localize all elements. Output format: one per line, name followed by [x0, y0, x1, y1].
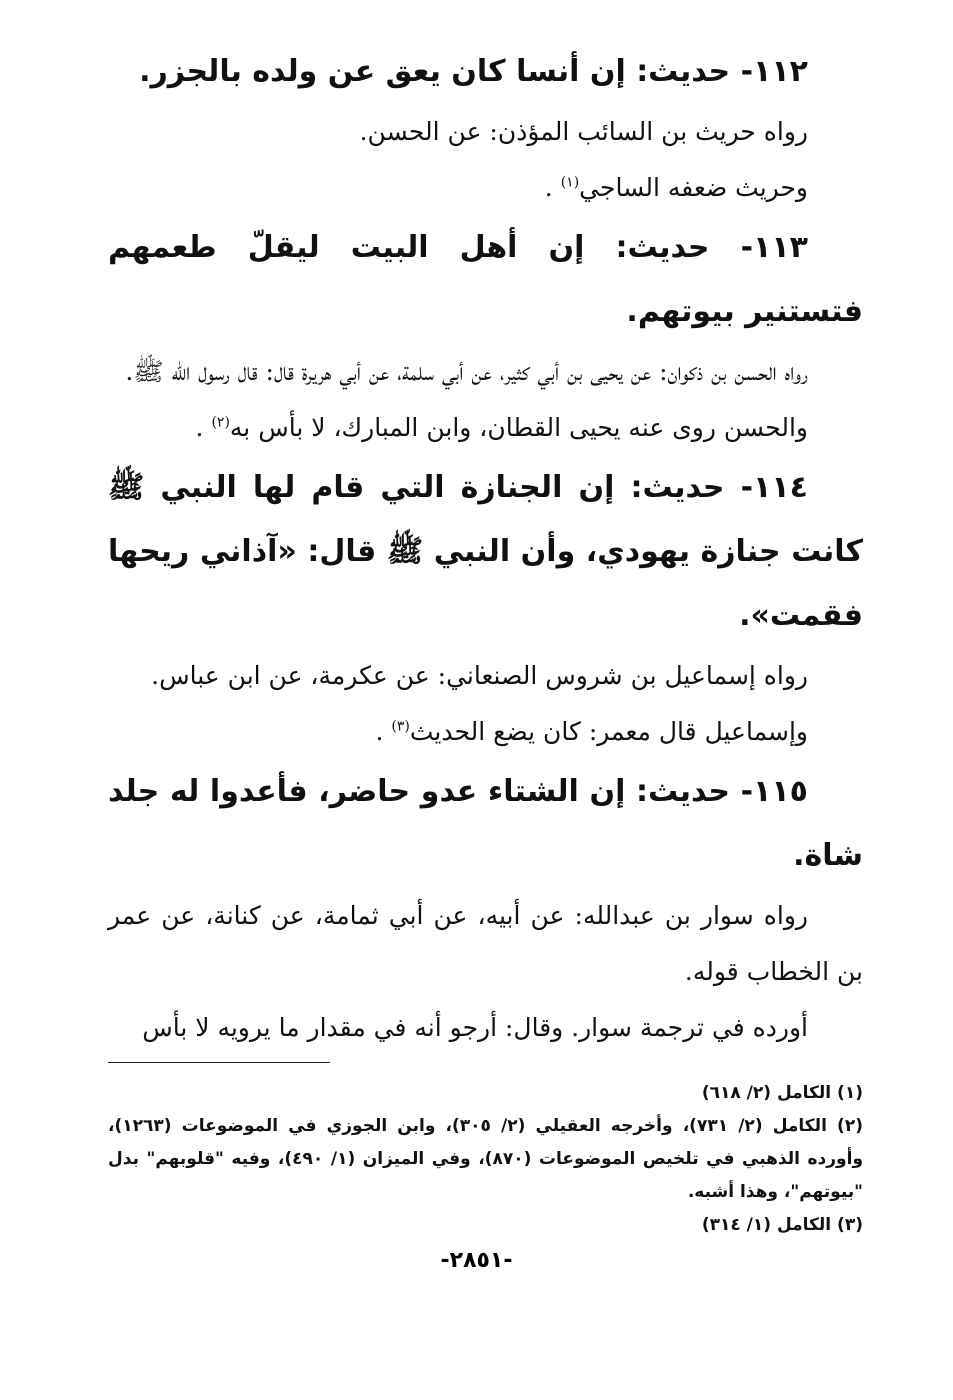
page-body: [108, 40, 863, 1360]
narration-line: رواه سوار بن عبدالله: عن أبيه، عن أبي ثمامة، عن كنانة، عن عمر بن الخطاب قوله.: [108, 901, 863, 986]
narration-line: رواه إسماعيل بن شروس الصنعاني: عن عكرمة، عن ابن عباس.: [151, 661, 808, 690]
hadith-heading: ١١٣- حديث: إن أهل البيت ليقلّ طعمهم فتستنير بيوتهم.: [108, 230, 863, 329]
narration-line: والحسن روى عنه يحيى القطان، وابن المبارك، لا بأس به$^{(٢)}$ .: [195, 413, 808, 442]
footnote: (٢) الكامل (٢/ ٧٣١)، وأخرجه العقيلي (٢/ ٣٠٥)، وابن الجوزي في الموضوعات (١٢٦٣)، وأورده الذهبي في تلخيص الموضوعات (٨٧٠)، وفي الميزان (١/ ٤٩٠)، وفيه "قلوبهم" بدل "بيوتهم"، وهذا أشبه.: [108, 1116, 864, 1202]
narration-line: أورده في ترجمة سوار. وقال: أرجو أنه في مقدار ما يرويه لا بأس: [142, 1013, 808, 1042]
hadith-heading: ١١٥- حديث: إن الشتاء عدو حاضر، فأعدوا له جلد شاة.: [108, 774, 863, 873]
narration-line: رواه الحسن بن ذكوان: عن يحيى بن أبي كثير، عن أبي سلمة، عن أبي هريرة قال: قال رسول الله ﷺ.: [125, 357, 808, 386]
footnote-ref[interactable]: (٢): [211, 414, 230, 431]
narration-line: وحريث ضعفه الساجي$^{(١)}$ .: [544, 173, 808, 202]
narration-line: وإسماعيل قال معمر: كان يضع الحديث$^{(٣)}$ .: [375, 717, 808, 746]
footnote-ref[interactable]: (١): [560, 174, 580, 191]
footnote: (٣) الكامل (١/ ٣١٤): [701, 1215, 863, 1235]
hadith-heading: ١١٤- حديث: إن الجنازة التي قام لها النبي ﷺ كانت جنازة يهودي، وأن النبي ﷺ قال: «آذاني ريحها فقمت».: [108, 470, 863, 633]
page-number: -٢٨٥١-: [440, 1248, 513, 1273]
narration-line: رواه حريث بن السائب المؤذن: عن الحسن.: [359, 117, 808, 146]
footnote-ref[interactable]: (٣): [391, 718, 410, 735]
footnote: (١) الكامل (٢/ ٦١٨): [701, 1083, 863, 1103]
hadith-heading: ١١٢- حديث: إن أنسا كان يعق عن ولده بالجزر.: [139, 54, 808, 89]
footnote-separator: [108, 1062, 330, 1063]
